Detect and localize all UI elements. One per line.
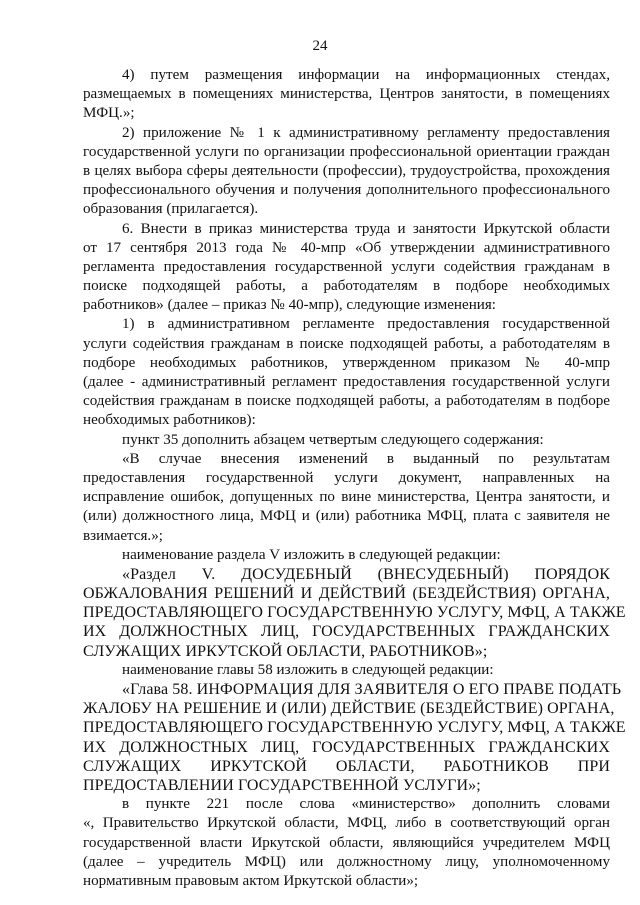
text-line: ПРЕДОСТАВЛЯЮЩЕГО ГОСУДАРСТВЕННУЮ УСЛУГУ, МФЦ, А ТАКЖЕ	[83, 719, 626, 737]
text-line: (или) должностного лица, МФЦ и (или) работника МФЦ, плата с заявителя не	[83, 508, 610, 525]
text-line: пункт 35 дополнить абзацем четвертым следующего содержания:	[122, 431, 544, 448]
text-line: государственной услуги по организации профессиональной ориентации граждан	[83, 143, 610, 160]
text-line: подборе необходимых работников, утвержденном приказом № 40-мпр	[83, 354, 610, 371]
text-line: нормативным правовым актом Иркутской области»;	[83, 872, 419, 889]
text-line: СЛУЖАЩИХ ИРКУТСКОЙ ОБЛАСТИ, РАБОТНИКОВ»;	[83, 642, 488, 660]
text-line: ОБЖАЛОВАНИЯ РЕШЕНИЙ И ДЕЙСТВИЙ (БЕЗДЕЙСТВИЯ) ОРГАНА,	[83, 585, 610, 603]
text-line: предоставления государственной услуги документ, направленных на	[83, 469, 610, 486]
text-line: ИХ ДОЛЖНОСТНЫХ ЛИЦ, ГОСУДАРСТВЕННЫХ ГРАЖДАНСКИХ	[83, 623, 610, 641]
text-line: образования (прилагается).	[83, 201, 259, 218]
text-line: 6. Внести в приказ министерства труда и занятости Иркутской области	[122, 220, 610, 237]
text-line: услуги содействия гражданам в поиске подходящей работы, а работодателям в	[83, 335, 610, 352]
text-line: поиске подходящей работы, а работодателям в подборе необходимых	[83, 278, 610, 295]
text-line: содействия гражданам в поиске подходящей работы, а работодателям в подборе	[83, 393, 610, 410]
page-number: 24	[312, 38, 328, 54]
text-line: работников» (далее – приказ № 40-мпр), следующие изменения:	[83, 297, 496, 314]
text-line: ПРЕДОСТАВЛЯЮЩЕГО ГОСУДАРСТВЕННУЮ УСЛУГУ, МФЦ, А ТАКЖЕ	[83, 604, 626, 622]
text-line: в пункте 221 после слова «министерство» дополнить словами	[122, 796, 610, 813]
text-line: МФЦ.»;	[83, 105, 135, 122]
text-line: (далее – учредитель МФЦ) или должностному лицу, уполномоченному	[83, 853, 610, 870]
text-line: «, Правительство Иркутской области, МФЦ, либо в соответствующий орган	[83, 815, 610, 832]
text-line: государственной власти Иркутской области, являющийся учредителем МФЦ	[83, 834, 610, 851]
document-body	[83, 66, 626, 891]
text-line: «Глава 58. ИНФОРМАЦИЯ ДЛЯ ЗАЯВИТЕЛЯ О ЕГО ПРАВЕ ПОДАТЬ	[122, 681, 622, 698]
text-line: профессионального обучения и получения дополнительного профессионального	[83, 182, 610, 199]
text-line: наименование раздела V изложить в следующей редакции:	[122, 546, 501, 563]
text-line: наименование главы 58 изложить в следующей редакции:	[122, 661, 494, 678]
text-line: 4) путем размещения информации на информационных стендах,	[122, 67, 610, 83]
text-line: необходимых работников):	[83, 412, 256, 429]
text-line: 2) приложение № 1 к административному регламенту предоставления	[122, 124, 610, 141]
text-line: ЖАЛОБУ НА РЕШЕНИЕ И (ИЛИ) ДЕЙСТВИЕ (БЕЗДЕЙСТВИЕ) ОРГАНА,	[83, 700, 615, 718]
text-line: размещаемых в помещениях министерства, Центров занятости, в помещениях	[83, 86, 610, 103]
text-line: (далее - административный регламент предоставления государственной услуги	[83, 374, 610, 390]
text-line: ИХ ДОЛЖНОСТНЫХ ЛИЦ, ГОСУДАРСТВЕННЫХ ГРАЖДАНСКИХ	[83, 738, 610, 756]
text-line: 1) в административном регламенте предоставления государственной	[122, 316, 610, 333]
text-line: исправление ошибок, допущенных по вине министерства, Центра занятости, и	[83, 489, 610, 506]
text-line: «Раздел V. ДОСУДЕБНЫЙ (ВНЕСУДЕБНЫЙ) ПОРЯДОК	[122, 565, 610, 583]
text-line: в целях выбора сферы деятельности (профессии), трудоустройства, прохождения	[83, 162, 610, 179]
text-line: взимается.»;	[83, 527, 163, 544]
text-line: от 17 сентября 2013 года № 40-мпр «Об утверждении административного	[83, 239, 610, 256]
text-line: «В случае внесения изменений в выданный по результатам	[122, 450, 610, 467]
text-line: СЛУЖАЩИХ ИРКУТСКОЙ ОБЛАСТИ, РАБОТНИКОВ ПРИ	[83, 757, 610, 775]
text-line: ПРЕДОСТАВЛЕНИИ ГОСУДАРСТВЕННОЙ УСЛУГИ»;	[83, 776, 481, 794]
text-line: регламента предоставления государственной услуги содействия гражданам в	[83, 258, 610, 275]
